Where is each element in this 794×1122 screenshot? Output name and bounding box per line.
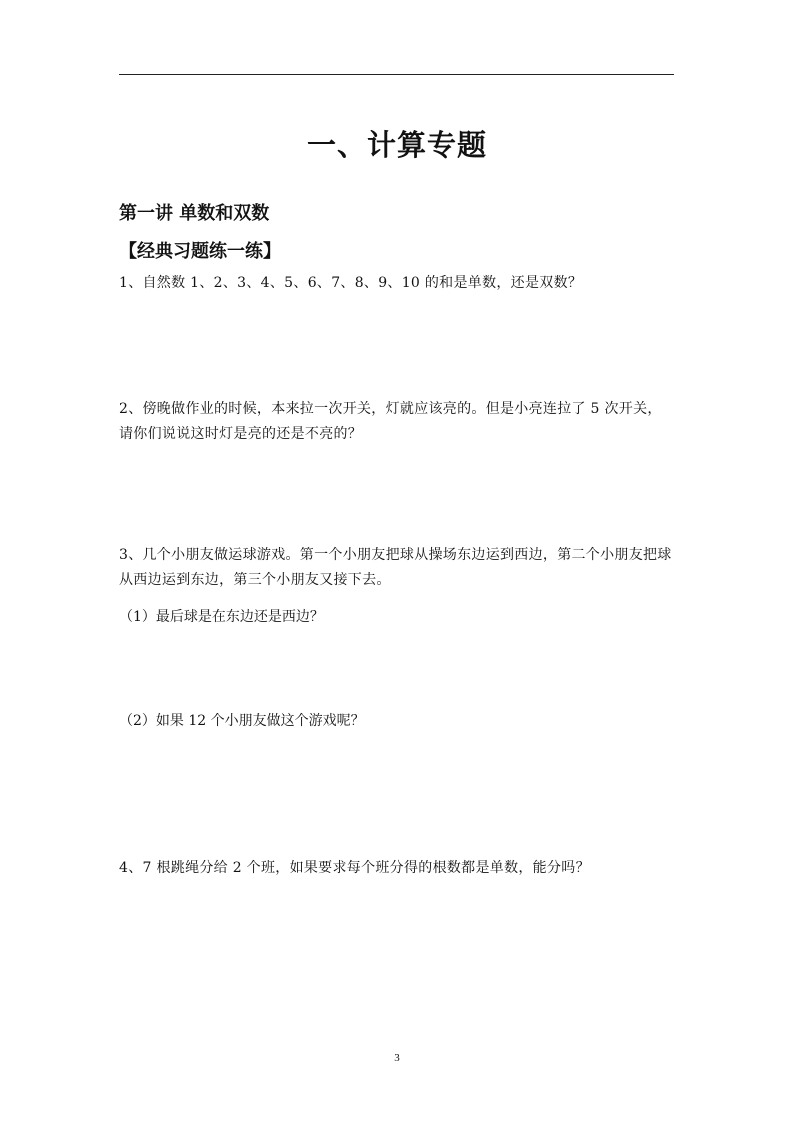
header-rule xyxy=(119,74,674,75)
page-number: 3 xyxy=(394,1052,400,1064)
question-3: 3、几个小朋友做运球游戏。第一个小朋友把球从操场东边运到西边，第二个小朋友把球从西边运到东边，第三个小朋友又接下去。 xyxy=(119,547,672,588)
sub-question-1: （1）最后球是在东边还是西边？ xyxy=(119,609,324,625)
lecture-heading: 第一讲 单数和双数 xyxy=(119,203,270,224)
question-4: 4、7 根跳绳分给 2 个班，如果要求每个班分得的根数都是单数，能分吗？ xyxy=(119,860,590,876)
page-title: 一、计算专题 xyxy=(306,128,487,162)
section-heading: 【经典习题练一练】 xyxy=(119,241,281,262)
question-2: 2、傍晚做作业的时候，本来拉一次开关，灯就应该亮的。但是小亮连拉了 5 次开关，请你们说说这时灯是亮的还是不亮的？ xyxy=(119,401,662,442)
question-1: 1、自然数 1、2、3、4、5、6、7、8、9、10 的和是单数，还是双数？ xyxy=(119,275,583,291)
sub-question-2: （2）如果 12 个小朋友做这个游戏呢？ xyxy=(119,713,365,729)
